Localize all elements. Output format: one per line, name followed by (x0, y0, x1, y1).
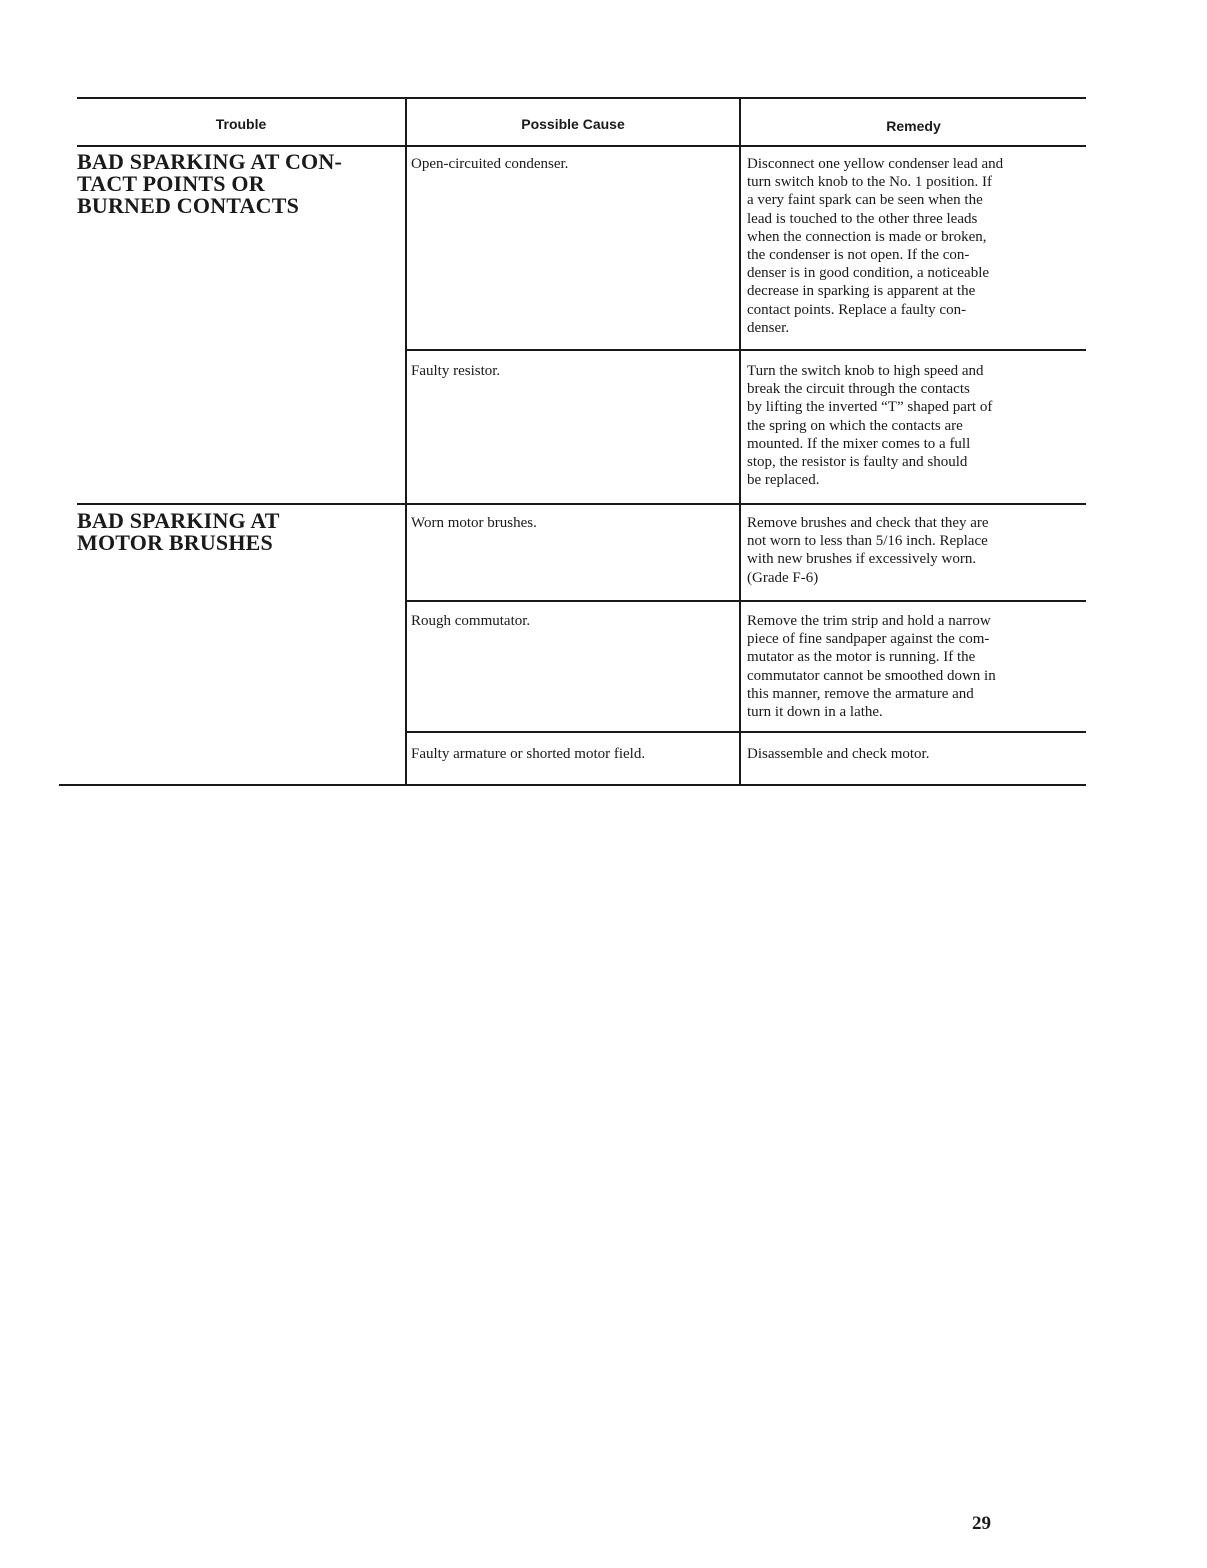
cause-cell: Open-circuited condenser. (411, 156, 569, 172)
column-divider (405, 97, 407, 786)
table-bottom-rule (59, 784, 1086, 786)
cause-cell: Rough commutator. (411, 613, 531, 629)
remedy-cell: Disconnect one yellow condenser lead and turn switch knob to the No. 1 position. If a very faint spark can be seen when the lead is touched to the other three leads when the connection is made or broken, the condenser is not open. If the con- denser is in good condition, a noticeable decrease in sparking is apparent at the contact points. Replace a faulty con- denser. (747, 156, 1004, 336)
remedy-cell: Turn the switch knob to high speed and break the circuit through the contacts by lifting the inverted “T” shaped part of the spring on which the contacts are mounted. If the mixer comes to a full stop, the resistor is faulty and should be replaced. (747, 363, 993, 489)
header-possible-cause: Possible Cause (521, 116, 625, 132)
header-trouble: Trouble (215, 116, 267, 132)
remedy-cell: Remove the trim strip and hold a narrow piece of fine sandpaper against the com- mutator as the motor is running. If the commutator cannot be smoothed down in this manner, remove the armature and turn it down in a lathe. (747, 613, 996, 721)
trouble-contact-points: BAD SPARKING AT CON- TACT POINTS OR BURNED CONTACTS (77, 149, 342, 218)
cause-cell: Faulty armature or shorted motor field. (411, 746, 646, 762)
row-divider (407, 731, 1086, 733)
trouble-motor-brushes: BAD SPARKING AT MOTOR BRUSHES (77, 508, 280, 555)
remedy-cell: Disassemble and check motor. (747, 746, 930, 762)
cause-cell: Faulty resistor. (411, 363, 501, 379)
table-top-rule (77, 97, 1086, 99)
page-number: 29 (972, 1513, 991, 1534)
column-divider (739, 97, 741, 786)
remedy-cell: Remove brushes and check that they are not worn to less than 5/16 inch. Replace with new brushes if excessively worn. (Grade F-6) (747, 515, 989, 586)
row-divider (407, 600, 1086, 602)
section-divider (77, 503, 1086, 505)
cause-cell: Worn motor brushes. (411, 515, 537, 531)
header-remedy: Remedy (886, 118, 941, 134)
header-rule (77, 145, 1086, 147)
row-divider (407, 349, 1086, 351)
